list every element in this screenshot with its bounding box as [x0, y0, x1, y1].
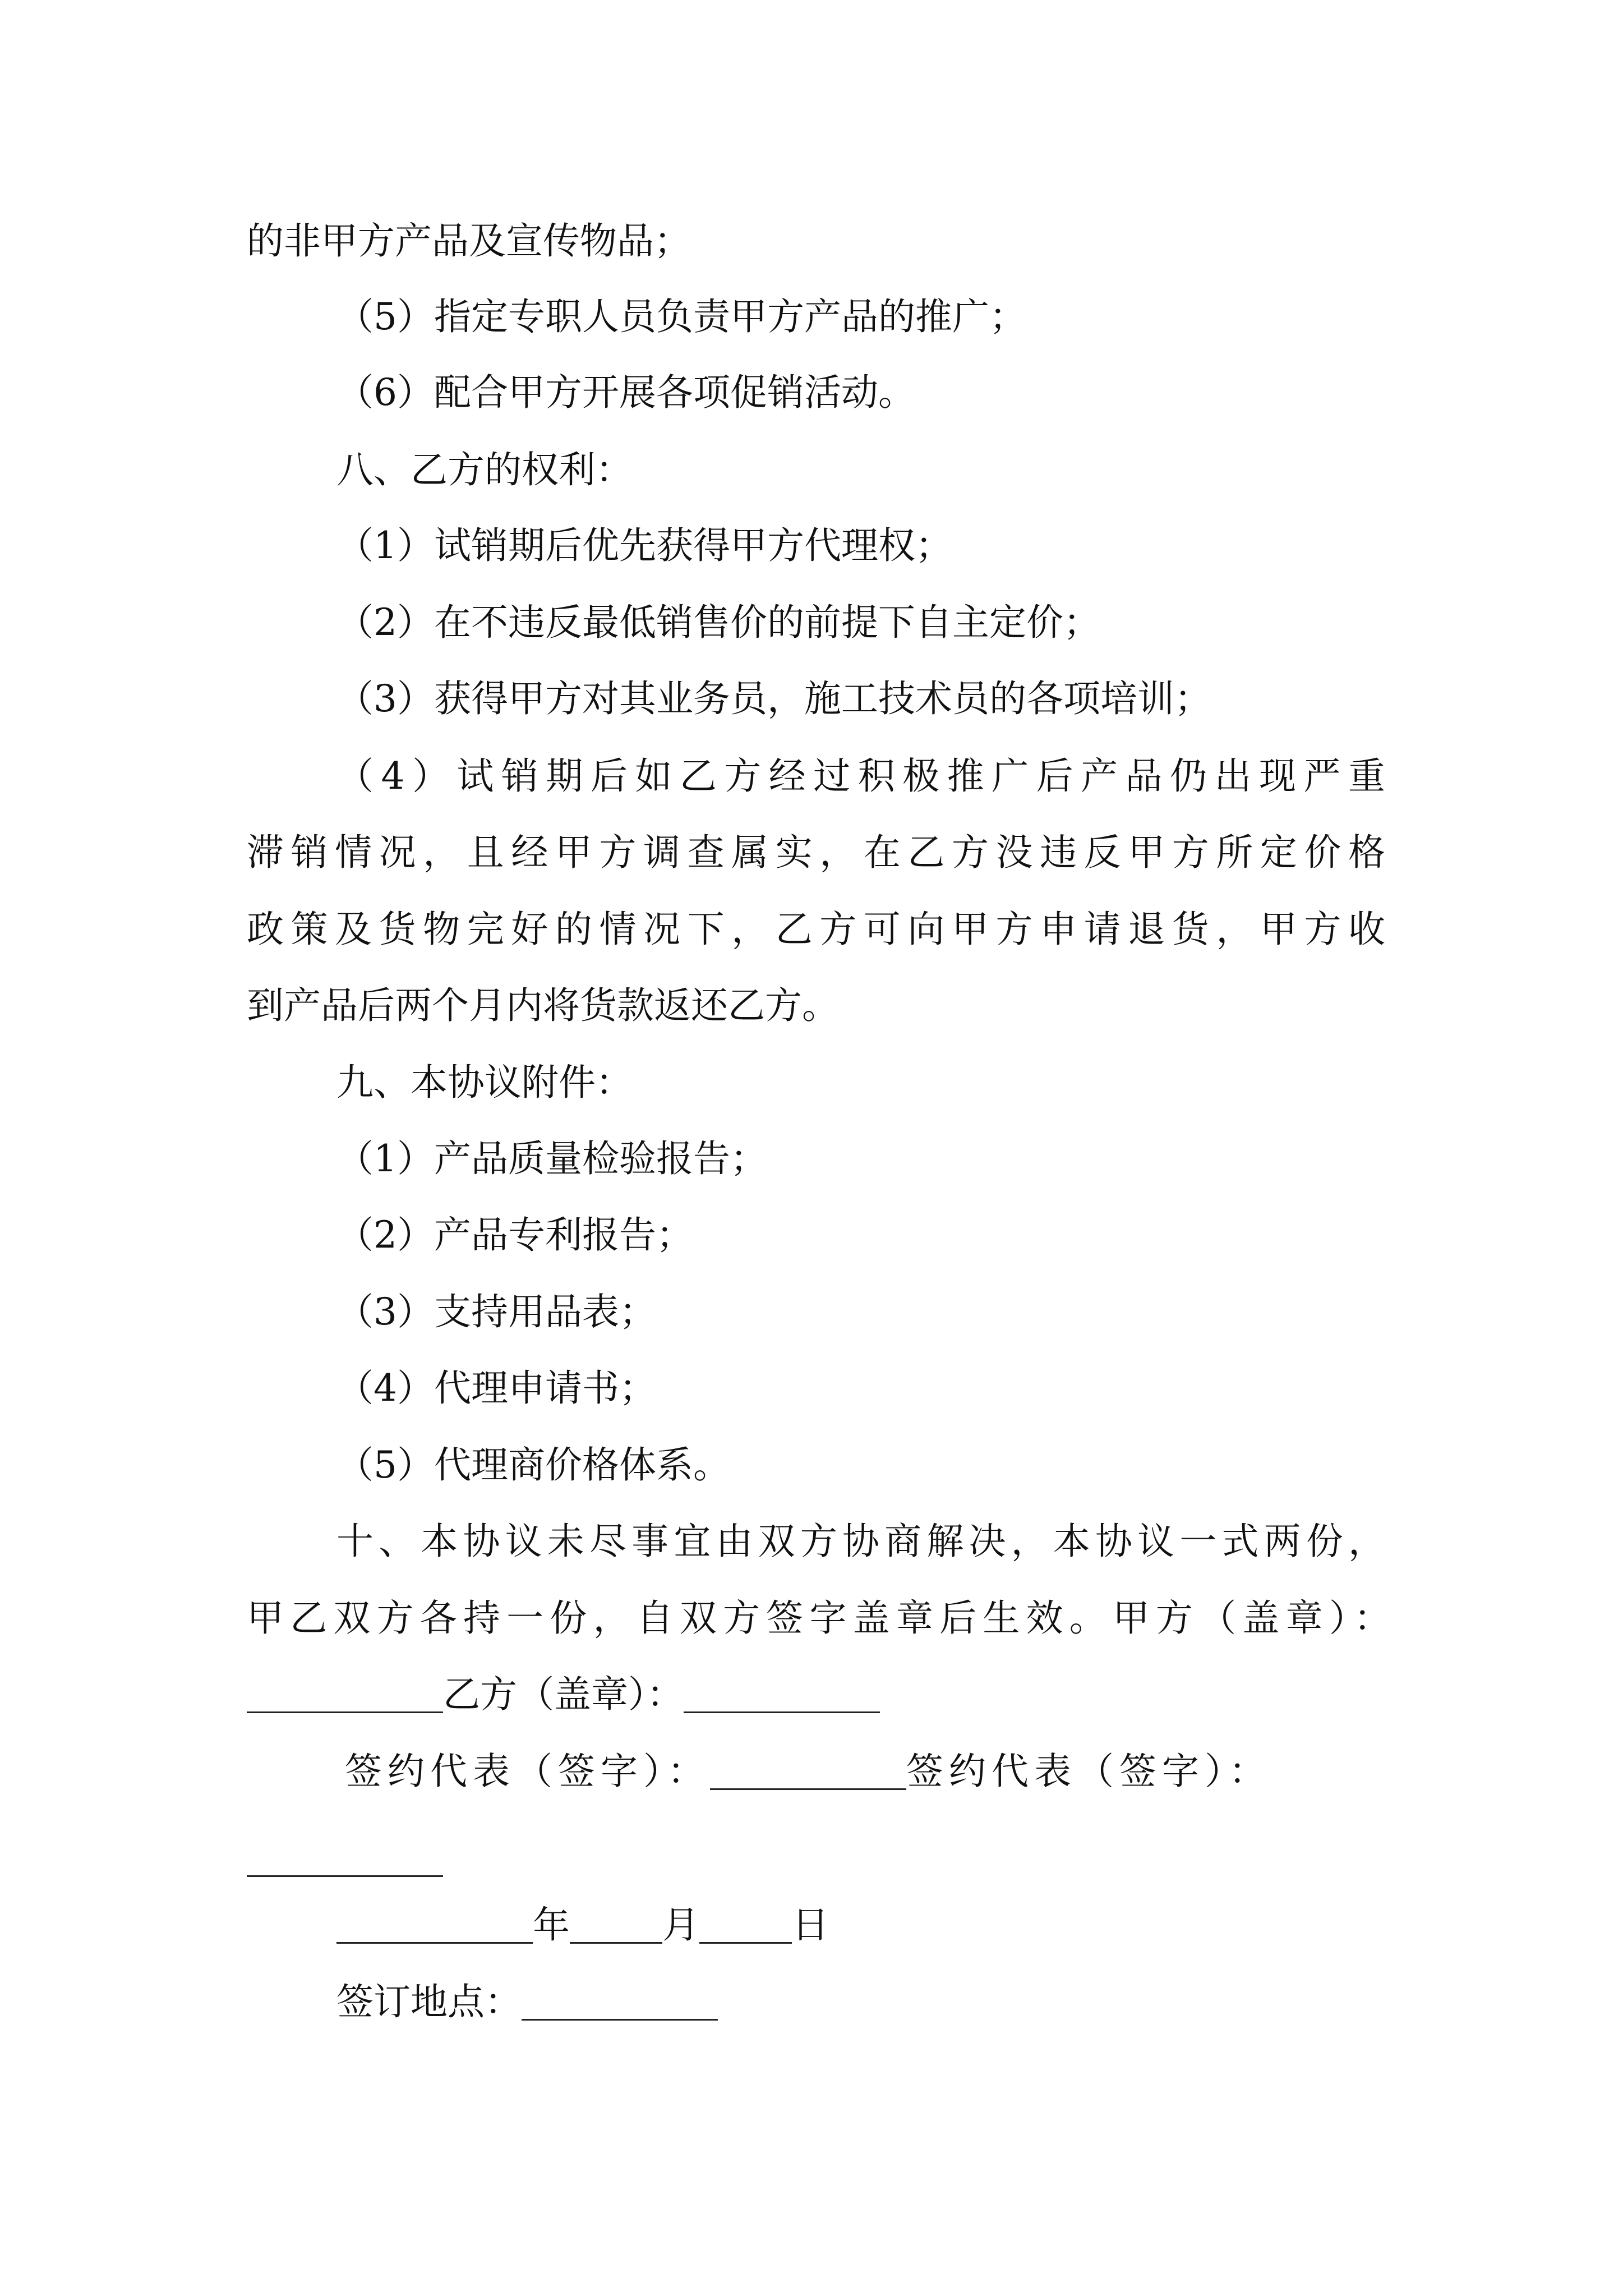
text-line: 十、本协议未尽事宜由双方协商解决，本协议一式两份，: [336, 1520, 1385, 1563]
text-line: 到产品后两个月内将货款返还乙方。: [247, 984, 839, 1027]
party-b-representative-label: 签约代表（签字）：: [906, 1750, 1271, 1793]
section-heading: 八、乙方的权利：: [336, 448, 633, 491]
party-b-representative-blank[interactable]: [247, 1842, 443, 1877]
text-line: （4）代理申请书；: [336, 1366, 656, 1410]
day-blank[interactable]: [699, 1908, 792, 1944]
representatives-line: [345, 1750, 1271, 1793]
year-blank[interactable]: [336, 1908, 533, 1944]
signing-place-line: [336, 1980, 718, 2023]
party-b-seal-label: 乙方（盖章）：: [443, 1673, 684, 1716]
day-label: 日: [792, 1903, 829, 1947]
year-label: 年: [533, 1903, 570, 1947]
text-line: 政策及货物完好的情况下，乙方可向甲方申请退货，甲方收: [247, 908, 1385, 951]
text-line: （5）代理商价格体系。: [336, 1443, 730, 1487]
text-line: （5）指定专职人员负责甲方产品的推广；: [336, 295, 1026, 338]
party-a-representative-label: 签约代表（签字）：: [345, 1750, 710, 1793]
text-line: 滞销情况，且经甲方调查属实，在乙方没违反甲方所定价格: [247, 831, 1385, 874]
text-line: （4）试销期后如乙方经过积极推广后产品仍出现严重: [336, 754, 1385, 798]
party-b-seal-blank[interactable]: [684, 1678, 880, 1713]
text-line: 甲乙双方各持一份，自双方签字盖章后生效。甲方（盖章）：: [247, 1596, 1391, 1640]
text-line: （6）配合甲方开展各项促销活动。: [336, 371, 915, 414]
date-line: [336, 1903, 829, 1947]
text-line: （1）试销期后优先获得甲方代理权；: [336, 524, 952, 567]
signing-place-label: 签订地点：: [336, 1980, 522, 2023]
text-line: （2）产品专利报告；: [336, 1213, 693, 1257]
text-line: （3）支持用品表；: [336, 1290, 656, 1333]
section-heading: 九、本协议附件：: [336, 1061, 633, 1104]
text-line: （2）在不违反最低销售价的前提下自主定价；: [336, 601, 1100, 644]
signing-place-blank[interactable]: [522, 1985, 718, 2021]
month-blank[interactable]: [570, 1908, 662, 1944]
party-a-representative-blank[interactable]: [710, 1755, 906, 1790]
text-line: 的非甲方产品及宣传物品；: [247, 219, 691, 263]
month-label: 月: [662, 1903, 699, 1947]
text-line: （3）获得甲方对其业务员，施工技术员的各项培训；: [336, 677, 1211, 720]
party-b-representative-line: [247, 1840, 443, 1877]
party-a-seal-blank[interactable]: [247, 1678, 443, 1713]
text-line: （1）产品质量检验报告；: [336, 1137, 767, 1180]
party-b-seal-line: [247, 1673, 880, 1716]
